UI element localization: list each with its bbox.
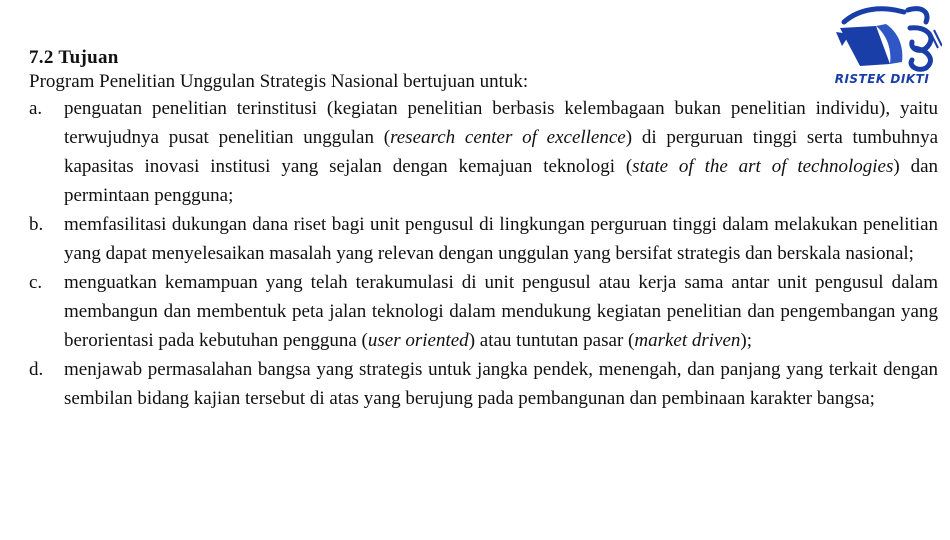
logo-text: RISTEK DIKTI bbox=[834, 72, 930, 86]
text-segment: penguatan penelitian terinstitusi (kegiatan penelitian berbasis kelembagaan bukan penelitian individu), yaitu terwujudnya pusat penelitian unggulan ( bbox=[64, 98, 938, 148]
section-title: 7.2 Tujuan bbox=[29, 47, 119, 68]
list-item bbox=[29, 355, 938, 413]
italic-term: research center of excellence bbox=[390, 127, 626, 148]
italic-term: state of the art of technologies bbox=[632, 156, 894, 177]
list-item-text bbox=[64, 214, 938, 264]
text-segment: ) di perguruan tinggi serta tumbuhnya kapasitas inovasi institusi yang sejalan dengan kemajuan teknologi ( bbox=[64, 127, 938, 177]
text-segment: ); bbox=[740, 330, 753, 351]
list-item bbox=[29, 210, 938, 268]
list-item-text bbox=[64, 272, 938, 351]
intro-text: Program Penelitian Unggulan Strategis Nasional bertujuan untuk: bbox=[29, 71, 529, 92]
text-segment: menguatkan kemampuan yang telah terakumulasi di unit pengusul atau kerja sama antar unit pengusul dalam membangun dan membentuk peta jalan teknologi dalam mendukung kegiatan penelitian dan pengembangan yang berorientasi pada kebutuhan pengguna ( bbox=[64, 272, 938, 351]
list-item bbox=[29, 268, 938, 355]
text-segment: memfasilitasi dukungan dana riset bagi unit pengusul di lingkungan perguruan tinggi dalam melakukan penelitian yang dapat menyelesaikan masalah yang relevan dengan unggulan yang bersifat strategis dan berskala nasional; bbox=[64, 214, 938, 264]
text-segment: menjawab permasalahan bangsa yang strategis untuk jangka pendek, menengah, dan panjang yang terkait dengan sembilan bidang kajian tersebut di atas yang berujung pada pembangunan dan pembinaan karakter bangsa; bbox=[64, 359, 938, 409]
objectives-list bbox=[29, 94, 938, 413]
list-marker: b. bbox=[29, 214, 44, 235]
italic-term: user oriented bbox=[367, 330, 469, 351]
text-segment: ) dan permintaan pengguna; bbox=[64, 156, 939, 206]
list-item-text bbox=[64, 359, 938, 409]
list-item bbox=[29, 94, 938, 210]
list-marker: a. bbox=[29, 98, 43, 119]
italic-term: market driven bbox=[634, 330, 741, 351]
list-item-text bbox=[64, 98, 938, 206]
text-segment: ) atau tuntutan pasar ( bbox=[468, 330, 635, 351]
list-marker: c. bbox=[29, 272, 43, 293]
document-body bbox=[29, 46, 938, 413]
list-marker: d. bbox=[29, 359, 44, 380]
